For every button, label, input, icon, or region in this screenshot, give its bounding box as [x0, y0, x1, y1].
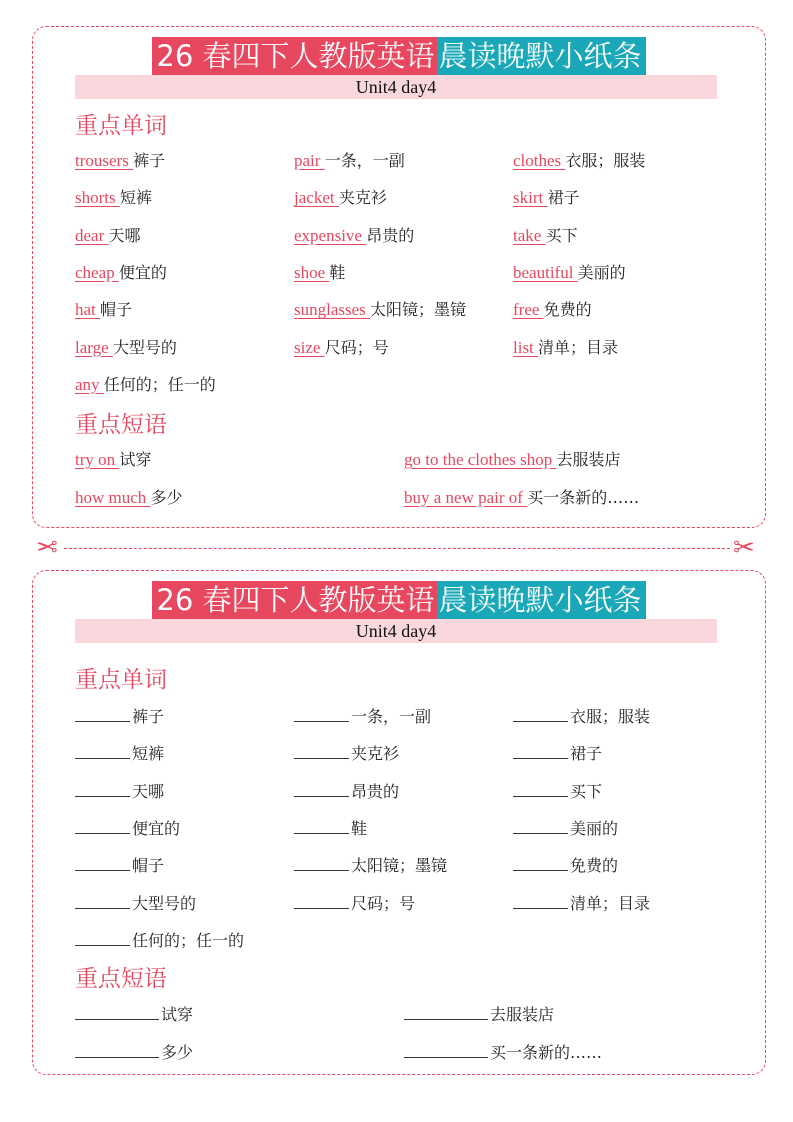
title-part1: 26 春四下人教版英语	[152, 581, 436, 619]
word-item	[513, 224, 578, 248]
english-word: cheap	[75, 262, 119, 282]
word-row	[75, 224, 735, 248]
english-phrase: try on	[75, 450, 120, 469]
word-item	[75, 815, 180, 841]
phrase-row	[75, 1039, 735, 1063]
chinese-meaning: 任何的；任一的	[103, 374, 216, 394]
phrase-item	[404, 448, 621, 472]
chinese-meaning: 衣服；服装	[565, 151, 646, 170]
cut-line	[64, 548, 730, 549]
word-item	[75, 778, 164, 804]
word-item	[513, 815, 618, 841]
english-word: take	[513, 225, 546, 245]
word-item	[294, 149, 405, 173]
english-word: pair	[294, 151, 325, 170]
answer-blank	[294, 740, 349, 759]
english-word: large	[75, 337, 113, 357]
word-row	[75, 298, 735, 322]
english-word: free	[513, 300, 544, 320]
chinese-meaning: 天哪	[108, 225, 141, 245]
answer-blank	[513, 815, 568, 834]
word-item	[513, 186, 580, 210]
word-row	[75, 336, 735, 360]
section-words-heading: 重点单词	[75, 113, 167, 139]
word-item	[513, 703, 650, 729]
chinese-meaning: 免费的	[570, 856, 619, 876]
word-item	[75, 186, 152, 210]
answer-blank	[513, 740, 568, 759]
word-row	[75, 740, 735, 764]
word-item	[513, 261, 626, 285]
word-item	[75, 298, 132, 322]
chinese-meaning: 裤子	[132, 707, 165, 726]
answer-blank	[404, 1001, 488, 1020]
word-item	[294, 298, 466, 322]
chinese-meaning: 大型号的	[132, 893, 197, 913]
english-word: dear	[75, 225, 109, 245]
english-word: any	[75, 374, 104, 394]
word-item	[513, 336, 618, 360]
word-row	[75, 890, 735, 914]
english-phrase: how much	[75, 487, 151, 507]
chinese-meaning: 美丽的	[577, 262, 626, 282]
chinese-meaning: 衣服；服装	[570, 707, 651, 726]
english-word: clothes	[513, 151, 566, 170]
word-item	[75, 336, 177, 360]
answer-blank	[294, 778, 349, 797]
english-word: beautiful	[513, 262, 578, 282]
title-banner	[33, 581, 765, 619]
answer-blank	[75, 740, 130, 759]
word-row	[75, 186, 735, 210]
phrase-item	[404, 1039, 602, 1065]
word-item	[513, 298, 592, 322]
scissors-icon: ✂	[733, 533, 755, 562]
english-word: expensive	[294, 225, 367, 245]
chinese-meaning: 试穿	[119, 450, 152, 469]
word-item	[294, 261, 345, 285]
chinese-meaning: 天哪	[132, 781, 165, 801]
word-item	[75, 224, 141, 248]
chinese-meaning: 帽子	[132, 856, 165, 876]
title-part1: 26 春四下人教版英语	[152, 37, 436, 75]
english-word: skirt	[513, 188, 548, 208]
word-row	[75, 261, 735, 285]
title-part2: 晨读晚默小纸条	[437, 581, 646, 619]
word-item	[75, 740, 164, 766]
chinese-meaning: 便宜的	[132, 818, 181, 838]
answer-blank	[75, 852, 130, 871]
answer-blank	[513, 703, 568, 722]
chinese-meaning: 多少	[161, 1042, 194, 1062]
chinese-meaning: 一条，一副	[324, 151, 405, 170]
word-item	[513, 778, 602, 804]
answer-blank	[75, 778, 130, 797]
chinese-meaning: 去服装店	[490, 1005, 555, 1024]
word-item	[75, 261, 167, 285]
answer-blank	[294, 852, 349, 871]
word-item	[513, 852, 618, 878]
chinese-meaning: 短裤	[132, 744, 165, 764]
answer-blank	[75, 703, 130, 722]
english-word: sunglasses	[294, 300, 371, 320]
chinese-meaning: 多少	[150, 487, 183, 507]
word-item	[513, 740, 602, 766]
phrase-item	[75, 448, 151, 472]
word-row	[75, 149, 735, 173]
chinese-meaning: 清单；目录	[538, 337, 619, 357]
unit-label: Unit4 day4	[75, 619, 717, 643]
chinese-meaning: 太阳镜；墨镜	[370, 300, 467, 320]
chinese-meaning: 买一条新的……	[527, 487, 640, 507]
word-item	[75, 852, 164, 878]
chinese-meaning: 任何的；任一的	[132, 930, 245, 950]
word-item	[294, 703, 431, 729]
chinese-meaning: 去服装店	[556, 450, 621, 469]
chinese-meaning: 美丽的	[570, 818, 619, 838]
phrase-item	[404, 1001, 554, 1027]
chinese-meaning: 清单；目录	[570, 893, 651, 913]
word-item	[294, 778, 399, 804]
scissors-icon: ✂	[36, 533, 58, 562]
chinese-meaning: 裙子	[570, 744, 603, 764]
word-item	[294, 815, 367, 841]
word-item	[294, 186, 387, 210]
english-word: hat	[75, 300, 101, 320]
title-part2: 晨读晚默小纸条	[437, 37, 646, 75]
word-item	[513, 149, 645, 173]
word-item	[294, 336, 389, 360]
english-phrase: go to the clothes shop	[404, 450, 557, 469]
word-item	[294, 890, 415, 916]
phrase-row	[75, 448, 735, 472]
chinese-meaning: 昂贵的	[366, 225, 415, 245]
phrase-row	[75, 486, 735, 510]
chinese-meaning: 鞋	[351, 818, 368, 838]
chinese-meaning: 买下	[570, 781, 603, 801]
word-row	[75, 373, 735, 397]
chinese-meaning: 试穿	[161, 1005, 194, 1024]
chinese-meaning: 大型号的	[112, 337, 177, 357]
chinese-meaning: 昂贵的	[351, 781, 400, 801]
answer-card	[32, 26, 766, 528]
answer-blank	[513, 890, 568, 909]
answer-blank	[75, 890, 130, 909]
answer-blank	[294, 815, 349, 834]
answer-blank	[294, 890, 349, 909]
chinese-meaning: 买下	[545, 225, 578, 245]
word-item	[75, 890, 196, 916]
answer-blank	[75, 1039, 159, 1058]
answer-blank	[513, 778, 568, 797]
unit-label: Unit4 day4	[75, 75, 717, 99]
answer-blank	[75, 815, 130, 834]
section-words-heading: 重点单词	[75, 667, 167, 693]
word-item	[75, 149, 165, 173]
phrase-item	[75, 1001, 193, 1027]
word-row	[75, 778, 735, 802]
answer-blank	[404, 1039, 488, 1058]
english-phrase: buy a new pair of	[404, 487, 528, 507]
english-word: shorts	[75, 188, 120, 208]
word-item	[294, 740, 399, 766]
word-item	[294, 224, 414, 248]
chinese-meaning: 夹克衫	[338, 188, 387, 208]
phrase-item	[404, 486, 639, 510]
answer-blank	[75, 1001, 159, 1020]
chinese-meaning: 夹克衫	[351, 744, 400, 764]
chinese-meaning: 短裤	[119, 188, 152, 208]
english-word: size	[294, 337, 325, 357]
word-row	[75, 703, 735, 727]
section-phrases-heading: 重点短语	[75, 412, 167, 438]
chinese-meaning: 裙子	[547, 188, 580, 208]
practice-card	[32, 570, 766, 1075]
chinese-meaning: 鞋	[329, 262, 346, 282]
chinese-meaning: 买一条新的……	[490, 1042, 603, 1062]
phrase-item	[75, 1039, 193, 1065]
phrase-item	[75, 486, 183, 510]
chinese-meaning: 尺码；号	[324, 337, 389, 357]
word-item	[513, 890, 650, 916]
english-word: trousers	[75, 151, 134, 170]
phrase-row	[75, 1001, 735, 1025]
answer-blank	[75, 927, 130, 946]
word-item	[294, 852, 447, 878]
answer-blank	[294, 703, 349, 722]
english-word: shoe	[294, 262, 330, 282]
section-phrases-heading: 重点短语	[75, 966, 167, 992]
word-item	[75, 703, 164, 729]
chinese-meaning: 便宜的	[118, 262, 167, 282]
chinese-meaning: 太阳镜；墨镜	[351, 856, 448, 876]
english-word: jacket	[294, 188, 339, 208]
word-row	[75, 852, 735, 876]
title-banner	[33, 37, 765, 75]
chinese-meaning: 尺码；号	[351, 893, 416, 913]
word-item	[75, 927, 244, 953]
english-word: list	[513, 337, 539, 357]
word-row	[75, 927, 735, 951]
word-row	[75, 815, 735, 839]
chinese-meaning: 帽子	[100, 300, 133, 320]
chinese-meaning: 裤子	[133, 151, 166, 170]
word-item	[75, 373, 216, 397]
chinese-meaning: 一条，一副	[351, 707, 432, 726]
answer-blank	[513, 852, 568, 871]
chinese-meaning: 免费的	[543, 300, 592, 320]
